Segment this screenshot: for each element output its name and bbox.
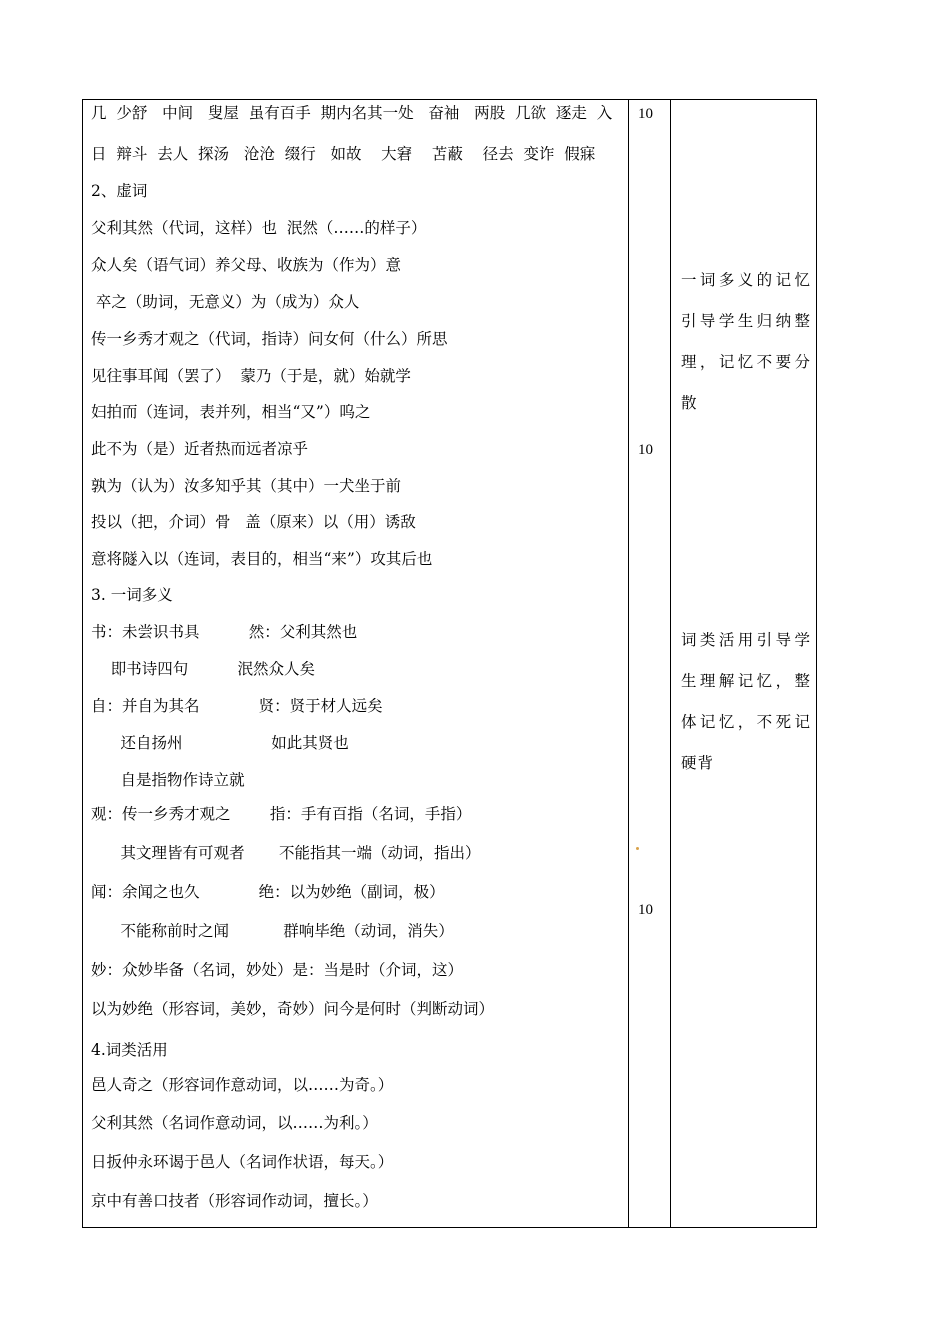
section-heading: 3. 一词多义: [91, 586, 173, 604]
minutes-value: 10: [638, 902, 653, 918]
content-line: 众人矣（语气词）养父母、收族为（作为）意: [91, 256, 402, 274]
content-line: 2、虚词: [91, 182, 148, 200]
content-line: 父利其然（代词，这样）也 泯然（……的样子）: [91, 219, 427, 237]
content-line: 观：传一乡秀才观之 指：手有百指（名词，手指）: [91, 805, 472, 823]
content-line: 不能称前时之闻 群响毕绝（动词，消失）: [91, 922, 454, 940]
minutes-value: 10: [638, 442, 653, 458]
content-line: 书：未尝识书具 然：父利其然也: [91, 623, 358, 641]
content-line: 见往事耳闻（罢了） 蒙乃（于是，就）始就学: [91, 367, 411, 385]
lesson-table: [82, 99, 817, 1228]
content-line: 几 少舒 中间 叟屋 虽有百手 期内名其一处 奋袖 两股 几欲 逐走 入: [91, 104, 613, 122]
content-line: 自是指物作诗立就: [91, 771, 245, 789]
content-line: 还自扬州 如此其贤也: [91, 734, 349, 752]
content-line: 孰为（认为）汝多知乎其（其中）一犬坐于前: [91, 477, 402, 495]
section-heading: 4.词类活用: [91, 1041, 168, 1059]
column-divider: [670, 100, 671, 1227]
content-line: 意将隧入以（连词，表目的，相当“来”）攻其后也: [91, 550, 433, 568]
content-line: 传一乡秀才观之（代词，指诗）问女何（什么）所思: [91, 330, 448, 348]
content-line: 妇拍而（连词，表并列，相当“又”）呜之: [91, 403, 371, 421]
content-line: 日扳仲永环谒于邑人（名词作状语，每天。）: [91, 1153, 394, 1171]
teaching-note: 词类活用引导学生理解记忆，整体记忆，不死记硬背: [681, 631, 811, 772]
content-line: 父利其然（名词作意动词，以……为利。）: [91, 1114, 378, 1132]
content-line: 投以（把，介词）骨 盖（原来）以（用）诱敌: [91, 513, 416, 531]
column-divider: [628, 100, 629, 1227]
content-line: 妙：众妙毕备（名词，妙处）是：当是时（介词，这）: [91, 961, 464, 979]
content-line: 即书诗四句 泯然众人矣: [91, 660, 315, 678]
content-line: 日 辩斗 去人 探汤 沧沧 缀行 如故 大窘 苫蔽 径去 变诈 假寐: [91, 145, 596, 163]
content-line: 自：并自为其名 贤：贤于材人远矣: [91, 697, 383, 715]
teaching-note: 一词多义的记忆引导学生归纳整理，记忆不要分散: [681, 271, 811, 412]
content-line: 以为妙绝（形容词，美妙，奇妙）问今是何时（判断动词）: [91, 1000, 495, 1018]
content-line: 其文理皆有可观者 不能指其一端（动词，指出）: [91, 844, 481, 862]
content-line: 此不为（是）近者热而远者凉乎: [91, 440, 309, 458]
content-line: 京中有善口技者（形容词作动词，擅长。）: [91, 1192, 378, 1210]
stray-mark: [636, 847, 639, 850]
content-line: 邑人奇之（形容词作意动词，以……为奇。）: [91, 1076, 394, 1094]
content-line: 闻：余闻之也久 绝：以为妙绝（副词，极）: [91, 883, 445, 901]
content-line: 卒之（助词，无意义）为（成为）众人: [91, 293, 360, 311]
minutes-value: 10: [638, 106, 653, 122]
